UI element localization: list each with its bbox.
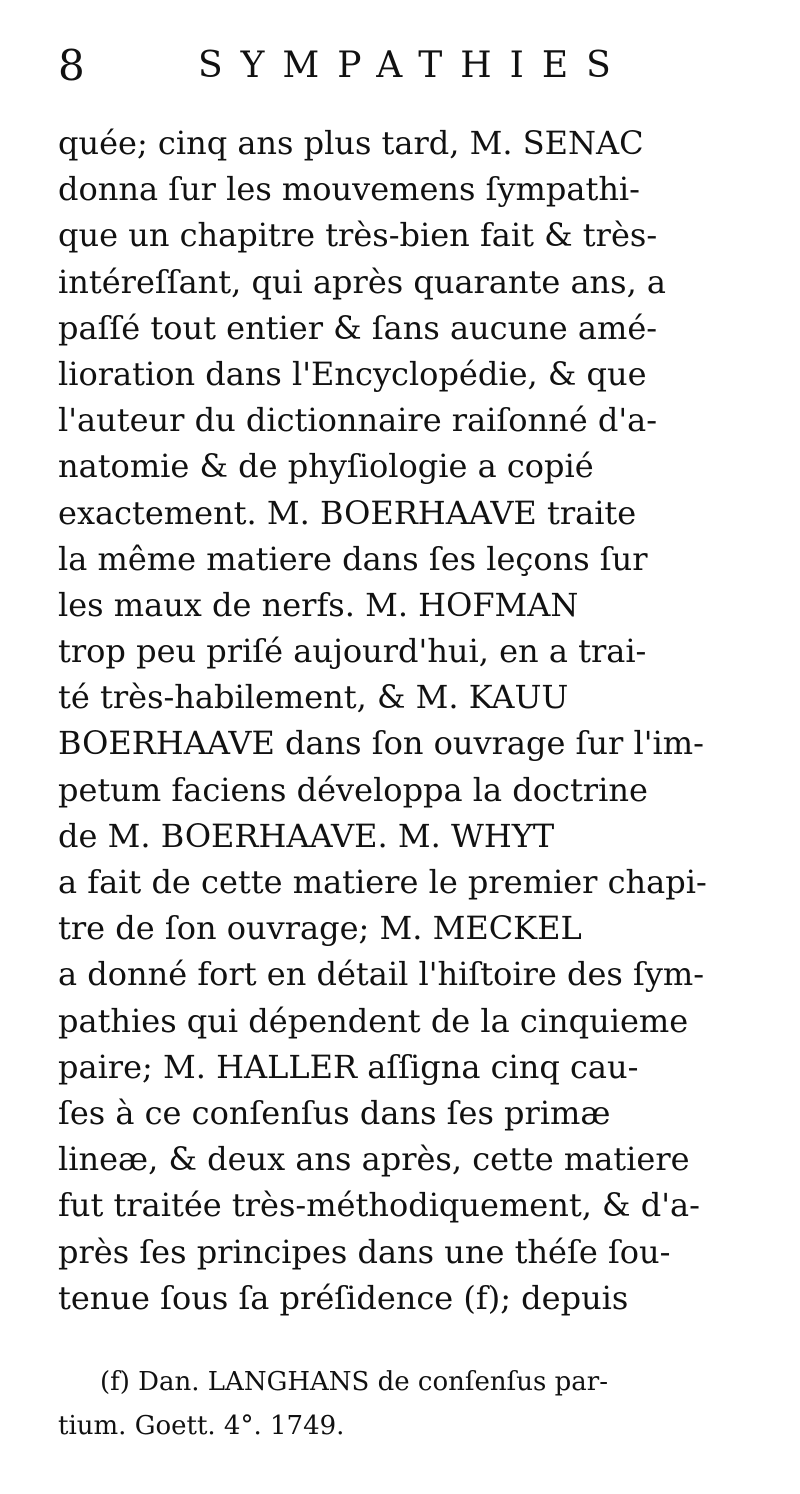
page-number: 8: [58, 41, 85, 90]
text-line: quée; cinq ans plus tard, M. SENAC: [58, 124, 644, 162]
body-text: [58, 120, 748, 1321]
text-line: paſſé tout entier & ſans aucune amé-: [58, 308, 658, 347]
running-title: SYMPATHIES: [198, 45, 629, 86]
text-line: exactement. M. BOERHAAVE traite: [58, 493, 637, 532]
footnote-line: tium. Goett. 4°. 1749.: [58, 1411, 345, 1441]
text-line: pathies qui dépendent de la cinquieme: [58, 1001, 689, 1040]
text-line: que un chapitre très-bien fait & très-: [58, 216, 658, 255]
text-line: ſes à ce conſenſus dans ſes primæ: [58, 1093, 611, 1132]
text-line: de M. BOERHAAVE. M. WHYT: [58, 816, 555, 855]
text-line: trop peu priſé aujourd'hui, en a trai-: [58, 632, 647, 671]
text-line: les maux de nerfs. M. HOFMAN: [58, 585, 579, 624]
text-line: fut traitée très-méthodiquement, & d'a-: [58, 1186, 700, 1225]
text-line: BOERHAAVE dans ſon ouvrage ſur l'im-: [58, 724, 704, 763]
text-line: l'auteur du dictionnaire raiſonné d'a-: [58, 401, 658, 440]
text-line: a donné fort en détail l'hiſtoire des ſym-: [58, 955, 705, 994]
text-line: tenue ſous ſa préſidence (f); depuis: [58, 1278, 629, 1317]
text-line: intéreſſant, qui après quarante ans, a: [58, 262, 666, 301]
text-line: lineæ, & deux ans après, cette matiere: [58, 1140, 690, 1179]
text-line: près ſes principes dans une théſe ſou-: [58, 1232, 671, 1271]
text-line: tre de ſon ouvrage; M. MECKEL: [58, 909, 582, 948]
text-line: lioration dans l'Encyclopédie, & que: [58, 354, 647, 393]
text-line: té très-habilement, & M. KAUU: [58, 678, 569, 717]
text-line: la même matiere dans ſes leçons ſur: [58, 539, 648, 578]
page-header: [58, 38, 758, 94]
text-line: petum faciens développa la doctrine: [58, 770, 648, 809]
footnote: [58, 1360, 758, 1448]
footnote-line: (f) Dan. LANGHANS de conſenſus par-: [100, 1367, 608, 1397]
text-line: natomie & de phyſiologie a copié: [58, 447, 594, 486]
text-line: donna ſur les mouvemens ſympathi-: [58, 170, 640, 209]
text-line: paire; M. HALLER aſſigna cinq cau-: [58, 1047, 639, 1086]
text-line: a fait de cette matiere le premier chapi-: [58, 863, 707, 901]
